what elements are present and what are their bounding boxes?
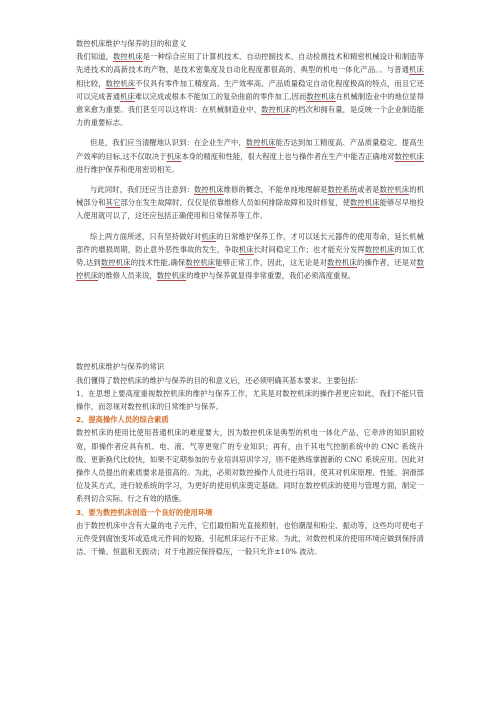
text-run: 的档次和拥有量，是反映一个企业制造能力的重要标志。 bbox=[76, 105, 425, 128]
document-page bbox=[76, 37, 424, 559]
keyword-link[interactable]: 数控机床 bbox=[185, 258, 216, 268]
text-run: 的日常维护保养工作，才可以延长元器件的使用寿命，延长机械部件的磨损周期，防止意外恶性事故的发生，争取 bbox=[76, 231, 425, 254]
keyword-link[interactable]: 数控机床 bbox=[76, 258, 425, 281]
text-run: 的机械部分和 bbox=[76, 185, 425, 208]
keyword-link[interactable]: 机床 bbox=[201, 231, 217, 241]
text-run: 或者是 bbox=[357, 185, 380, 195]
text-run: 的维护与保养就显得非常重要，我们必须高度重视。 bbox=[186, 271, 356, 281]
text-run: 能够尽早地投入使用就可以了，这还应包括正确使用和日常保养等工作。 bbox=[76, 198, 424, 221]
text-run: 不仅具有零件加工精度高、生产效率高、产品质量稳定自动化程度极高的特点，而且它还可以完成普通 bbox=[76, 78, 424, 101]
requirement-3-body: 由于数控机床中含有大量的电子元件，它们最怕阳光直接照射，也怕潮湿和粉尘、振动等，这些均可使电子元件受到腐蚀变坏或造成元件间的短路，引起机床运行不正常。为此，对数控机床的使用环境应做到保持清洁、干燥、恒温和无振动；对于电源应保持稳压，一般只允许±10% 波动。 bbox=[76, 520, 424, 557]
text-run: 进行维护保养和使用密切相关。 bbox=[76, 164, 179, 174]
text-run: 难以完成或根本不能加工的复杂曲面的零件加工,因而 bbox=[134, 91, 307, 101]
keyword-link[interactable]: 数控系统 bbox=[327, 185, 358, 195]
text-run: 能否达到加工精度高、产品质量稳定、提高生产效率的目标,这不仅取决于 bbox=[76, 138, 425, 161]
text-run: 部分在发生故障时，仅仅是依靠维修人员如何排除故障和及时修复，使 bbox=[120, 198, 350, 208]
keyword-link[interactable]: 机床 bbox=[120, 91, 135, 101]
section-title: 数控机床维护与保养的常识 bbox=[76, 362, 165, 372]
requirement-3-heading: 3、要为数控机床创造一个良好的使用环境 bbox=[76, 507, 213, 517]
requirement-1: 1、在思想上要高度重视数控机床的维护与保养工作，尤其是对数控机床的操作者更应如此，我们不能只管操作，而忽视对数控机床的日常维护与保养。 bbox=[76, 388, 424, 412]
paragraph-intro bbox=[76, 50, 424, 129]
text-run: 我们知道， bbox=[76, 52, 114, 62]
keyword-link[interactable]: 数控机床 bbox=[327, 258, 357, 268]
keyword-link[interactable]: 数控机床 bbox=[394, 151, 425, 161]
paragraph-4 bbox=[76, 230, 424, 283]
paragraph-2 bbox=[76, 136, 424, 176]
paragraph-3 bbox=[76, 183, 424, 223]
requirement-2-heading: 2、提高操作人员的综合素质 bbox=[76, 415, 169, 425]
text-run: 综上两方面所述，只有坚持做好对 bbox=[90, 231, 202, 241]
text-run: 的加工优势,达到 bbox=[76, 244, 424, 268]
text-run: 的操作者，还是对 bbox=[356, 258, 417, 268]
text-run: 的维修人员来说， bbox=[98, 271, 157, 281]
section-intro: 我们懂得了数控机床的维护与保养的目的和意义后，还必须明确其基本要求。主要包括： bbox=[76, 375, 363, 385]
text-run: 长时间稳定工作；也才能充分发挥 bbox=[253, 244, 365, 254]
text-run: 维修的概念，不能单纯地理解是 bbox=[223, 185, 328, 195]
requirement-2-body: 数控机床的使用比使用普通机床的难度要大，因为数控机床是典型的机电一体化产品，它牵涉的知识面较宽，即操作者应具有机、电、液、气等更宽广的专业知识；再有，由于其电气控制系统中的 CNC 系统升级、更新换代比较快，如果不定期参加的专业培训培训学习，则不能熟练掌握新的 CNC 系统应用。因此对操作人员提出的素质要求是很高的。为此，必须对数控操作人员进行培训，使其对机床原理、性能、润滑部位及其方式，进行较系统的学习，为更好的使用机床奠定基础。同时在数控机床的使用与管理方面，制定一系列切合实际、行之有效的措施。 bbox=[76, 428, 424, 504]
keyword-link[interactable]: 数控机床 bbox=[306, 91, 336, 101]
keyword-link[interactable]: 数控机床 bbox=[261, 105, 291, 115]
keyword-link[interactable]: 机床 bbox=[238, 244, 254, 254]
text-run: 与此同时，我们还应当注意到： bbox=[90, 185, 194, 195]
keyword-link[interactable]: 数控机床 bbox=[193, 185, 224, 195]
text-run: 但是，我们应当清醒地认识到：在企业生产中， bbox=[90, 138, 246, 148]
keyword-link[interactable]: 数控机床 bbox=[105, 78, 136, 88]
keyword-link[interactable]: 数控机床 bbox=[349, 198, 380, 208]
keyword-link[interactable]: 机床 bbox=[409, 65, 424, 75]
text-run: 的技术性能,确保 bbox=[130, 258, 186, 268]
keyword-link[interactable]: 数控机床 bbox=[379, 185, 410, 195]
keyword-link[interactable]: 其它 bbox=[105, 198, 121, 208]
text-run: 在机械制造业中的地位显得愈来愈为重要。我们甚至可以这样说：在机械制造业中， bbox=[76, 91, 424, 115]
keyword-link[interactable]: 数控机床 bbox=[113, 52, 143, 62]
keyword-link[interactable]: 数控机床 bbox=[156, 271, 187, 281]
text-run: 相比较， bbox=[76, 78, 106, 88]
keyword-link[interactable]: 机床 bbox=[166, 151, 182, 161]
keyword-link[interactable]: 数控机床 bbox=[245, 138, 276, 148]
text-run: 是一种综合应用了计算机技术、自动控制技术、自动检测技术和精密机械设计和制造等先进技术的高新技术的产物，是技术密集度及自动化程度都很高的、典型的机电一体化产品。。与普通 bbox=[76, 52, 424, 75]
text-run: 本身的精度和性能，很大程度上也与操作者在生产中能否正确地对 bbox=[181, 151, 395, 161]
keyword-link[interactable]: 数控机床 bbox=[100, 258, 131, 268]
keyword-link[interactable]: 数控机床 bbox=[364, 244, 395, 254]
article-title: 数控机床维护与保养的目的和意义 bbox=[76, 39, 187, 48]
text-run: 能够正常工作，因此，这无论是对 bbox=[215, 258, 328, 268]
